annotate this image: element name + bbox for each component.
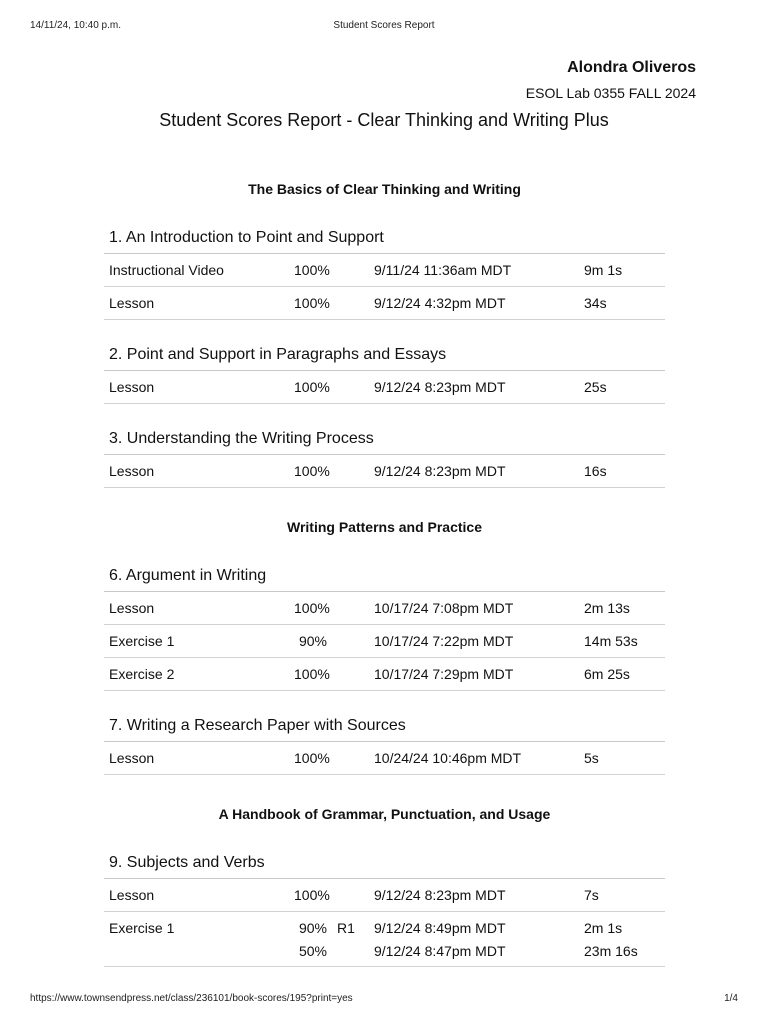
- score-row: [104, 254, 665, 287]
- score-row: [104, 287, 665, 320]
- completion-date: 9/11/24 11:36am MDT: [374, 262, 512, 278]
- time-spent: 14m 53s: [584, 633, 638, 649]
- time-spent: 5s: [584, 750, 599, 766]
- score-row: [104, 879, 665, 912]
- chapter: [104, 340, 665, 404]
- completion-date: 10/24/24 10:46pm MDT: [374, 750, 522, 766]
- completion-date: 9/12/24 8:23pm MDT: [374, 379, 506, 395]
- chapter: [104, 223, 665, 320]
- chapter-title: 9. Subjects and Verbs: [104, 848, 665, 879]
- time-spent: 34s: [584, 295, 607, 311]
- student-name: Alondra Oliveros: [567, 59, 696, 76]
- score-row: [104, 742, 665, 775]
- time-spent: 23m 16s: [584, 943, 638, 959]
- completion-date: 10/17/24 7:08pm MDT: [374, 600, 514, 616]
- completion-date: 9/12/24 4:32pm MDT: [374, 295, 506, 311]
- activity-name: Lesson: [109, 600, 155, 616]
- time-spent: 9m 1s: [584, 262, 623, 278]
- activity-name: Lesson: [109, 750, 155, 766]
- section: [104, 519, 665, 775]
- chapter-title: 3. Understanding the Writing Process: [104, 424, 665, 455]
- time-spent: 25s: [584, 379, 607, 395]
- time-spent: 6m 25s: [584, 666, 630, 682]
- section: [104, 181, 665, 488]
- print-header: [30, 20, 738, 34]
- scores-content: [104, 168, 665, 967]
- print-page-number: 1/4: [724, 993, 738, 1004]
- score-value: 100%: [294, 887, 330, 903]
- time-spent: 2m 1s: [584, 920, 623, 936]
- score-value: 100%: [294, 262, 330, 278]
- completion-date: 10/17/24 7:22pm MDT: [374, 633, 514, 649]
- chapter: [104, 848, 665, 967]
- section-title: Writing Patterns and Practice: [286, 519, 482, 535]
- chapter: [104, 424, 665, 488]
- score-value: 90%: [298, 920, 327, 936]
- activity-name: Lesson: [109, 887, 155, 903]
- completion-date: 10/17/24 7:29pm MDT: [374, 666, 514, 682]
- chapter: [104, 561, 665, 691]
- score-value: 100%: [294, 750, 330, 766]
- time-spent: 7s: [584, 887, 599, 903]
- score-value: 100%: [294, 600, 330, 616]
- print-url: https://www.townsendpress.net/class/236101/book-scores/195?print=yes: [30, 993, 353, 1004]
- section: [104, 806, 665, 967]
- chapter: [104, 711, 665, 775]
- activity-name: Exercise 1: [109, 920, 175, 936]
- time-spent: 2m 13s: [584, 600, 630, 616]
- report-title: Student Scores Report - Clear Thinking and Writing Plus: [159, 110, 609, 130]
- score-value: 100%: [294, 463, 330, 479]
- score-row: [104, 625, 665, 658]
- print-datetime: 14/11/24, 10:40 p.m.: [30, 20, 121, 31]
- chapter-title: 6. Argument in Writing: [104, 561, 665, 592]
- score-row: [104, 912, 665, 967]
- score-value: 100%: [294, 379, 330, 395]
- print-page-title: Student Scores Report: [333, 20, 435, 31]
- activity-name: Exercise 1: [109, 633, 175, 649]
- completion-date: 9/12/24 8:47pm MDT: [374, 943, 506, 959]
- activity-name: Instructional Video: [109, 262, 224, 278]
- activity-name: Lesson: [109, 379, 155, 395]
- chapter-title: 1. An Introduction to Point and Support: [104, 223, 665, 254]
- score-row: [104, 455, 665, 488]
- section-title: A Handbook of Grammar, Punctuation, and Usage: [218, 806, 551, 822]
- score-value: 90%: [298, 633, 327, 649]
- chapter-title: 2. Point and Support in Paragraphs and Essays: [104, 340, 665, 371]
- completion-date: 9/12/24 8:49pm MDT: [374, 920, 506, 936]
- score-value: 50%: [298, 943, 327, 959]
- score-row: [104, 658, 665, 691]
- print-footer: [30, 993, 738, 1007]
- completion-date: 9/12/24 8:23pm MDT: [374, 887, 506, 903]
- score-value: 100%: [294, 295, 330, 311]
- section-title: The Basics of Clear Thinking and Writing: [248, 181, 521, 197]
- activity-name: Exercise 2: [109, 666, 175, 682]
- completion-date: 9/12/24 8:23pm MDT: [374, 463, 506, 479]
- activity-name: Lesson: [109, 463, 155, 479]
- score-value: 100%: [294, 666, 330, 682]
- score-row: [104, 592, 665, 625]
- chapter-title: 7. Writing a Research Paper with Sources: [104, 711, 665, 742]
- activity-name: Lesson: [109, 295, 155, 311]
- retry-badge: R1: [337, 920, 355, 936]
- course-name: ESOL Lab 0355 FALL 2024: [525, 85, 696, 101]
- score-row: [104, 371, 665, 404]
- time-spent: 16s: [584, 463, 607, 479]
